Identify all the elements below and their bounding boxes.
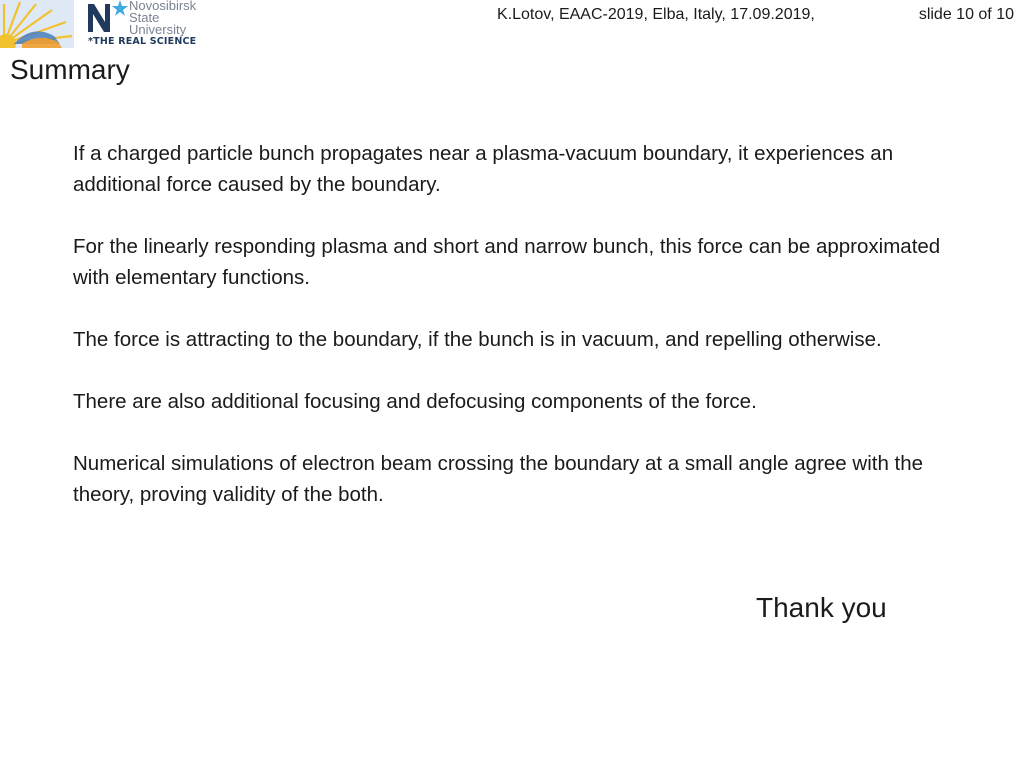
university-tagline: *THE REAL SCIENCE [88, 36, 197, 47]
conference-info: K.Lotov, EAAC-2019, Elba, Italy, 17.09.2019, [497, 6, 815, 23]
thank-you-text: Thank you [756, 592, 887, 623]
summary-paragraph: There are also additional focusing and defocusing components of the force. [73, 390, 757, 413]
slide-counter: slide 10 of 10 [918, 6, 1014, 23]
sun-emblem-icon [0, 0, 74, 48]
university-name-line2: State [129, 10, 160, 25]
university-name-line1: Novosibirsk [129, 0, 197, 13]
university-name-line3: University [129, 22, 187, 37]
university-name [129, 0, 196, 36]
summary-paragraph: If a charged particle bunch propagates near a plasma-vacuum boundary, it experiences an additional force caused by the boundary. [73, 142, 894, 196]
slide-title: Summary [10, 54, 130, 85]
summary-paragraph: For the linearly responding plasma and short and narrow bunch, this force can be approximated with elementary functions. [73, 235, 941, 289]
summary-body [73, 138, 973, 541]
summary-paragraph: The force is attracting to the boundary, if the bunch is in vacuum, and repelling otherwise. [73, 328, 882, 351]
summary-paragraph: Numerical simulations of electron beam crossing the boundary at a small angle agree with the theory, proving validity of the both. [73, 452, 924, 506]
